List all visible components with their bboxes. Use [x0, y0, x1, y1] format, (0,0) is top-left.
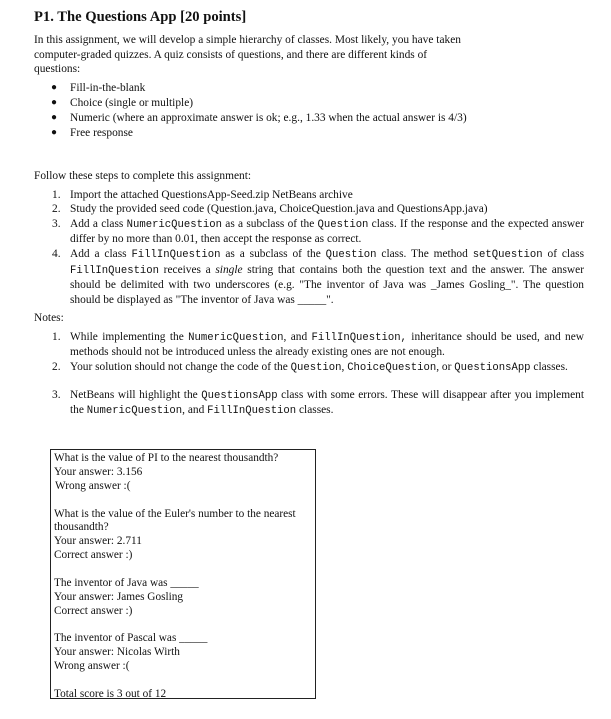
- note-item: 2. Your solution should not change the code of the Question, ChoiceQuestion, or QuestionsApp classes.: [52, 361, 568, 375]
- output-total-score: Total score is 3 out of 12: [54, 687, 167, 700]
- output-question-block: [54, 577, 315, 619]
- intro-paragraph: In this assignment, we will develop a simple hierarchy of classes. Most likely, you have taken computer-graded quizzes. A quiz consists of questions, and there are different kinds of questions:: [34, 34, 461, 76]
- output-answer: Your answer: James Gosling: [54, 590, 184, 603]
- output-question: What is the value of PI to the nearest thousandth?: [54, 452, 279, 464]
- output-result: Correct answer :): [54, 604, 133, 617]
- bullet-icon: ●: [51, 112, 58, 124]
- step-item: 2. Study the provided seed code (Question.java, ChoiceQuestion.java and QuestionsApp.java): [52, 203, 488, 216]
- output-result: Correct answer :): [54, 549, 133, 562]
- sample-output-box: [50, 449, 316, 699]
- notes-list: [34, 330, 584, 419]
- output-question: What is the value of the Euler's number to the nearest thousandth?: [54, 507, 296, 534]
- assignment-document: [34, 8, 584, 419]
- output-question: The inventor of Pascal was _____: [54, 632, 208, 645]
- step-item: 1. Import the attached QuestionsApp-Seed.zip NetBeans archive: [52, 188, 353, 201]
- output-question-block: [54, 632, 315, 674]
- output-result: Wrong answer :(: [54, 660, 130, 673]
- step-item: 4. Add a class FillInQuestion as a subclass of the Question class. The method setQuestion of class FillInQuestion receives a single string that contains both the question text and the answer. The answer should be delimited with two underscores (e.g. "The inventor of Java was _James Gosling_". The question should be displayed as "The inventor of Java was _____".: [52, 247, 585, 306]
- steps-intro: Follow these steps to complete this assignment:: [34, 169, 252, 182]
- step-item: 3. Add a class NumericQuestion as a subclass of the Question class. If the response and the expected answer differ by no more than 0.01, then accept the response as correct.: [52, 217, 585, 246]
- list-item: ● Free response: [51, 127, 133, 140]
- output-question-block: [54, 508, 315, 564]
- steps-list: [34, 188, 584, 308]
- page-title: P1. The Questions App [20 points]: [34, 9, 247, 25]
- output-question: The inventor of Java was _____: [54, 576, 199, 589]
- bullet-icon: ●: [51, 127, 58, 139]
- note-item: 3. NetBeans will highlight the QuestionsApp class with some errors. These will disappear after you implement the NumericQuestion, and FillInQuestion classes.: [52, 388, 584, 418]
- question-types-list: [34, 81, 584, 141]
- list-item: ● Choice (single or multiple): [51, 96, 194, 109]
- output-question-block: [54, 452, 315, 494]
- list-item: ● Fill-in-the-blank: [51, 81, 146, 94]
- bullet-icon: ●: [51, 96, 58, 108]
- output-result: Wrong answer :(: [55, 479, 131, 492]
- list-item: ● Numeric (where an approximate answer is ok; e.g., 1.33 when the actual answer is 4/3): [51, 112, 467, 125]
- output-answer: Your answer: 3.156: [54, 465, 143, 478]
- output-answer: Your answer: 2.711: [54, 535, 142, 548]
- bullet-icon: ●: [51, 81, 58, 93]
- output-answer: Your answer: Nicolas Wirth: [54, 646, 180, 659]
- notes-heading: Notes:: [34, 312, 64, 325]
- note-item: 1. While implementing the NumericQuestion, and FillInQuestion, inheritance should be used, and new methods should not be introduced unless the already existing ones are not enough.: [52, 330, 585, 359]
